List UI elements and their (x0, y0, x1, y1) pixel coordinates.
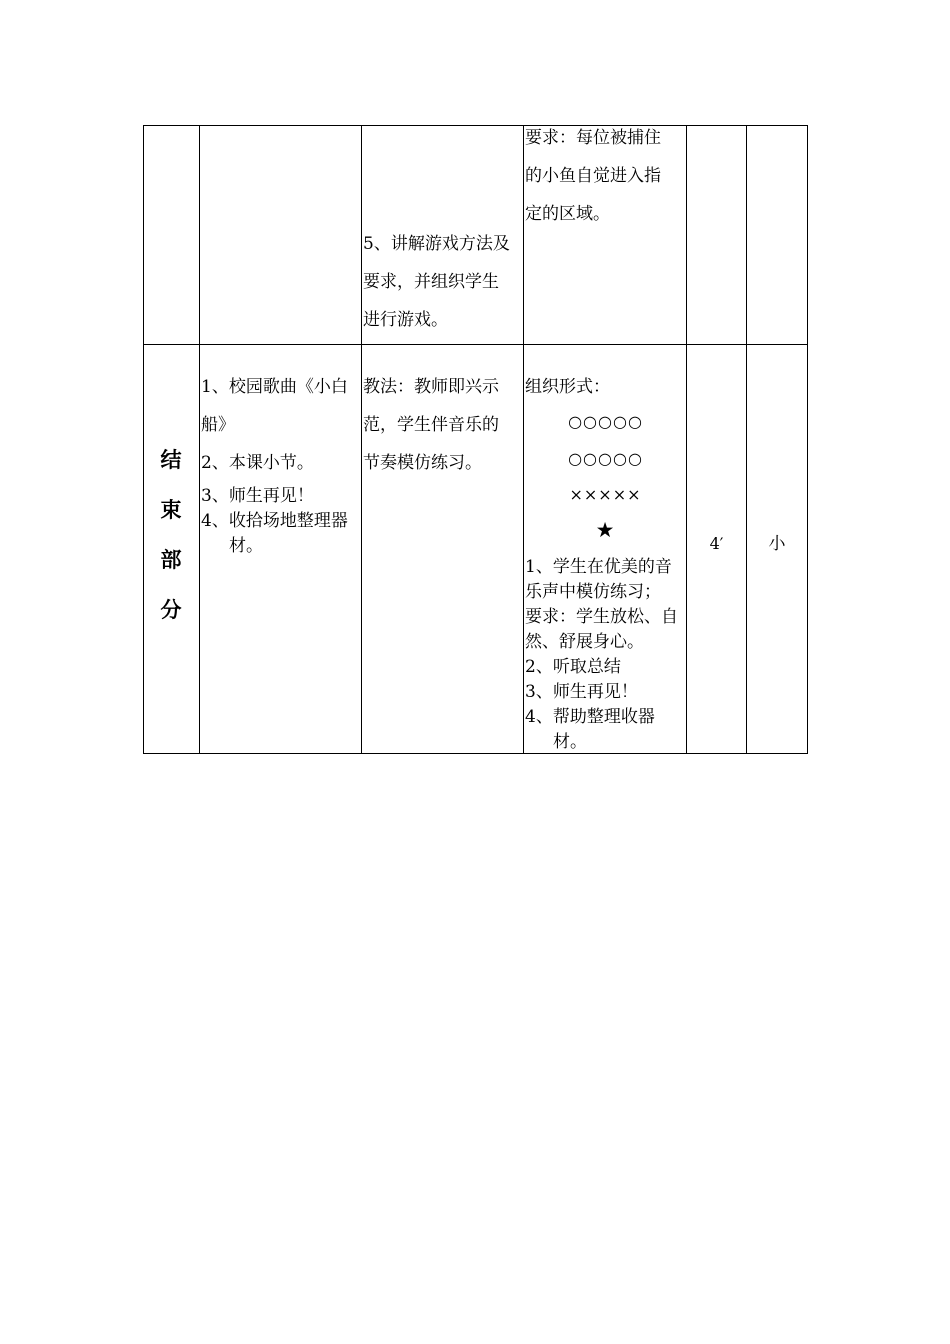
organization-items (525, 555, 678, 755)
top-organization-text (525, 119, 661, 233)
text-line: 船》 (201, 415, 235, 435)
time-value: 4′ (709, 534, 724, 553)
text-line: 进行游戏。 (363, 310, 448, 330)
row-divider (143, 344, 808, 345)
content-text (201, 368, 348, 482)
text-line: 乐声中模仿练习； (525, 582, 661, 602)
section-label-char: 结 (160, 448, 182, 472)
intensity-value: 小 (768, 534, 786, 554)
table-border-top (143, 125, 808, 126)
text-line: 的小鱼自觉进入指 (525, 166, 661, 186)
organization-title: 组织形式： (525, 377, 610, 397)
text-line: 2、听取总结 (525, 657, 621, 677)
text-line: 3、师生再见！ (525, 682, 638, 702)
text-line: 材。 (229, 536, 263, 556)
col-line (807, 125, 808, 754)
text-line: 4、帮助整理收器 (525, 707, 655, 727)
formation-crosses-row: ××××× (569, 485, 642, 504)
text-line: 教法：教师即兴示 (363, 377, 499, 397)
content-text-tight (201, 484, 348, 559)
col-line (686, 125, 687, 754)
formation-circles-row: ○○○○○ (568, 449, 643, 468)
section-label-char: 分 (160, 598, 182, 622)
section-label-char: 部 (160, 548, 182, 572)
text-line: 定的区域。 (525, 204, 610, 224)
text-line: 然、舒展身心。 (525, 632, 644, 652)
text-line: 材。 (553, 732, 587, 752)
top-method-text (363, 225, 510, 339)
text-line: 1、学生在优美的音 (525, 557, 672, 577)
text-line: 范，学生伴音乐的 (363, 415, 499, 435)
table-border-bottom (143, 753, 808, 754)
col-line (361, 125, 362, 754)
text-line: 3、师生再见！ (201, 486, 314, 506)
bottom-method-text (363, 368, 499, 482)
formation-circles-row: ○○○○○ (568, 412, 643, 431)
text-line: 要求：学生放松、自 (525, 607, 678, 627)
text-line: 4、收拾场地整理器 (201, 511, 348, 531)
col-line (143, 125, 144, 754)
text-line: 要求：每位被捕住 (525, 128, 661, 148)
text-line: 节奏模仿练习。 (363, 453, 482, 473)
text-line: 要求，并组织学生 (363, 272, 499, 292)
col-line (199, 125, 200, 754)
text-line: 5、讲解游戏方法及 (363, 234, 510, 254)
section-label-char: 束 (160, 498, 182, 522)
text-line: 1、校园歌曲《小白 (201, 377, 348, 397)
teacher-star-icon: ★ (595, 518, 616, 542)
col-line (746, 125, 747, 754)
text-line: 2、本课小节。 (201, 453, 314, 473)
col-line (523, 125, 524, 754)
